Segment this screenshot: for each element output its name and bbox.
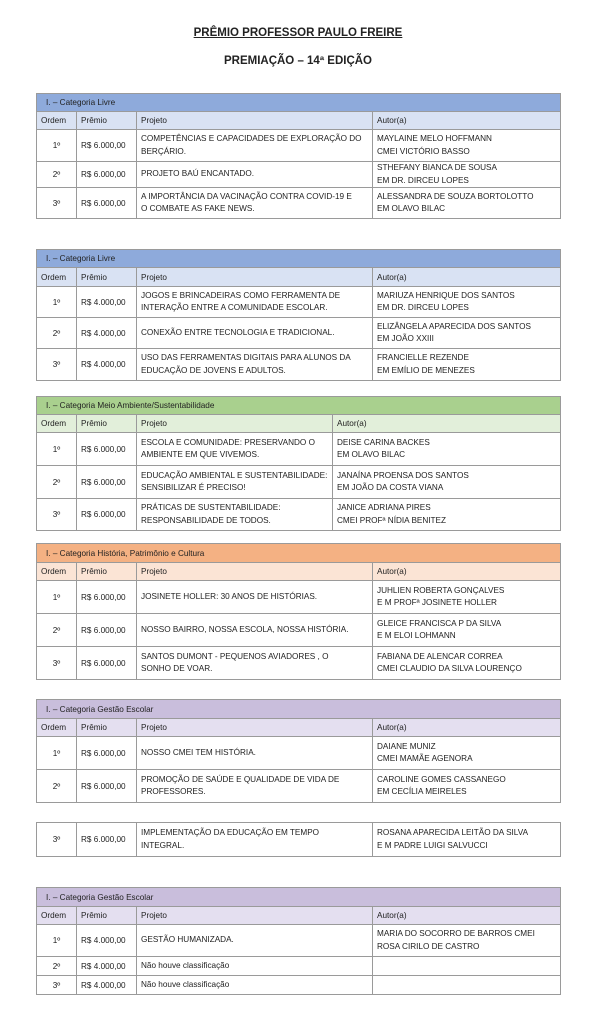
- projeto-cell: [137, 957, 373, 976]
- projeto-line: JOSINETE HOLLER: 30 ANOS DE HISTÓRIAS.: [141, 591, 318, 601]
- autor-cell: [373, 737, 561, 770]
- premio-cell: R$ 4.000,00: [77, 287, 137, 318]
- autor-cell: [333, 433, 561, 466]
- autor-line: GLEICE FRANCISCA P DA SILVA: [377, 618, 502, 628]
- autor-cell: [373, 349, 561, 381]
- projeto-line: PROMOÇÃO DE SAÚDE E QUALIDADE DE VIDA DE: [141, 774, 340, 784]
- column-header-projeto: Projeto: [137, 112, 373, 130]
- projeto-cell: [137, 823, 373, 857]
- autor-line: EM DR. DIRCEU LOPES: [377, 303, 469, 312]
- column-header-projeto: Projeto: [137, 907, 373, 925]
- table-row: [37, 499, 561, 531]
- autor-line: ALESSANDRA DE SOUZA BORTOLOTTO: [377, 191, 534, 201]
- projeto-line: RESPONSABILIDADE DE TODOS.: [141, 515, 271, 525]
- premio-cell: R$ 6.000,00: [77, 581, 137, 614]
- premio-cell: R$ 6.000,00: [77, 770, 137, 803]
- table-row: [37, 318, 561, 349]
- projeto-cell: [137, 499, 333, 531]
- projeto-line: PROJETO BAÚ ENCANTADO.: [141, 169, 254, 179]
- projeto-cell: [137, 287, 373, 318]
- table-row: [37, 162, 561, 188]
- ordem-cell: 1º: [37, 581, 77, 614]
- table-row: [37, 287, 561, 318]
- projeto-cell: [137, 318, 373, 349]
- column-header-projeto: Projeto: [137, 563, 373, 581]
- premio-cell: R$ 4.000,00: [77, 957, 137, 976]
- projeto-line: SANTOS DUMONT - PEQUENOS AVIADORES , O: [141, 651, 329, 661]
- award-table-gestao-4000: [36, 887, 561, 995]
- projeto-cell: [137, 130, 373, 162]
- ordem-cell: 3º: [37, 647, 77, 680]
- premio-cell: R$ 6.000,00: [77, 823, 137, 857]
- autor-line: FRANCIELLE REZENDE: [377, 353, 469, 362]
- autor-cell: [333, 466, 561, 499]
- autor-cell: [373, 925, 561, 957]
- ordem-cell: 2º: [37, 770, 77, 803]
- column-header-autor: Autor(a): [373, 268, 561, 287]
- projeto-cell: [137, 466, 333, 499]
- autor-line: CMEI MAMÃE AGENORA: [377, 754, 473, 763]
- autor-line: MARIUZA HENRIQUE DOS SANTOS: [377, 290, 515, 300]
- autor-cell: [373, 130, 561, 162]
- autor-line: CMEI CLAUDIO DA SILVA LOURENÇO: [377, 664, 522, 673]
- ordem-cell: 1º: [37, 130, 77, 162]
- category-header: I. – Categoria Gestão Escolar: [37, 700, 561, 719]
- projeto-line: GESTÃO HUMANIZADA.: [141, 935, 234, 945]
- autor-line: E M PROFª JOSINETE HOLLER: [377, 598, 497, 607]
- column-header-ordem: Ordem: [37, 415, 77, 433]
- autor-line: CMEI PROFª NÍDIA BENITEZ: [337, 515, 447, 525]
- premio-cell: R$ 6.000,00: [77, 647, 137, 680]
- projeto-cell: [137, 162, 373, 188]
- ordem-cell: 1º: [37, 737, 77, 770]
- ordem-cell: 2º: [37, 466, 77, 499]
- ordem-cell: 3º: [37, 188, 77, 219]
- projeto-cell: [137, 770, 373, 803]
- column-header-projeto: Projeto: [137, 719, 373, 737]
- table-row: [37, 581, 561, 614]
- autor-line: MAYLAINE MELO HOFFMANN: [377, 134, 492, 143]
- projeto-cell: [137, 349, 373, 381]
- autor-cell: [373, 770, 561, 803]
- projeto-line: CONEXÃO ENTRE TECNOLOGIA E TRADICIONAL.: [141, 327, 335, 337]
- autor-line: EM CECÍLIA MEIRELES: [377, 787, 467, 796]
- projeto-line: IMPLEMENTAÇÃO DA EDUCAÇÃO EM TEMPO: [141, 828, 320, 837]
- category-header: I. – Categoria Meio Ambiente/Sustentabilidade: [37, 397, 561, 415]
- column-header-premio: Prêmio: [77, 415, 137, 433]
- award-table-livre-4000: [36, 249, 561, 381]
- autor-line: MARIA DO SOCORRO DE BARROS CMEI: [377, 929, 535, 938]
- ordem-cell: 2º: [37, 162, 77, 188]
- column-header-autor: Autor(a): [333, 415, 561, 433]
- column-header-ordem: Ordem: [37, 112, 77, 130]
- projeto-cell: [137, 581, 373, 614]
- premio-cell: R$ 6.000,00: [77, 130, 137, 162]
- page-title: PRÊMIO PROFESSOR PAULO FREIRE: [193, 27, 403, 39]
- premio-cell: R$ 4.000,00: [77, 349, 137, 381]
- autor-line: E M ELOI LOHMANN: [377, 631, 456, 640]
- autor-cell: [333, 499, 561, 531]
- autor-line: E M PADRE LUIGI SALVUCCI: [377, 840, 488, 850]
- premio-cell: R$ 6.000,00: [77, 433, 137, 466]
- column-header-projeto: Projeto: [137, 415, 333, 433]
- table-row: [37, 737, 561, 770]
- autor-cell: [373, 976, 561, 995]
- projeto-line: SENSIBILIZAR É PRECISO!: [141, 483, 246, 492]
- ordem-cell: 3º: [37, 823, 77, 857]
- ordem-cell: 3º: [37, 499, 77, 531]
- ordem-cell: 3º: [37, 349, 77, 381]
- table-row: [37, 770, 561, 803]
- autor-line: JUHLIEN ROBERTA GONÇALVES: [377, 585, 505, 595]
- award-table-livre-6000: [36, 93, 561, 219]
- table-row: [37, 925, 561, 957]
- ordem-cell: 2º: [37, 614, 77, 647]
- category-header: I. – Categoria Gestão Escolar: [37, 888, 561, 907]
- table-row: [37, 647, 561, 680]
- autor-cell: [373, 823, 561, 857]
- autor-line: EM DR. DIRCEU LOPES: [377, 175, 469, 185]
- premio-cell: R$ 6.000,00: [77, 466, 137, 499]
- table-row: [37, 614, 561, 647]
- award-table-meio-ambiente: [36, 396, 561, 531]
- column-header-premio: Prêmio: [77, 907, 137, 925]
- category-header: I. – Categoria Livre: [37, 250, 561, 268]
- table-row: [37, 466, 561, 499]
- premio-cell: R$ 6.000,00: [77, 614, 137, 647]
- autor-line: JANICE ADRIANA PIRES: [337, 503, 431, 512]
- award-table-gestao-6000-continued: [36, 822, 561, 857]
- autor-line: STHEFANY BIANCA DE SOUSA: [377, 163, 497, 172]
- projeto-line: SONHO DE VOAR.: [141, 664, 213, 673]
- award-table-gestao-6000: [36, 699, 561, 803]
- table-row: [37, 130, 561, 162]
- table-row: [37, 349, 561, 381]
- column-header-autor: Autor(a): [373, 719, 561, 737]
- autor-cell: [373, 188, 561, 219]
- autor-cell: [373, 287, 561, 318]
- projeto-line: NOSSO BAIRRO, NOSSA ESCOLA, NOSSA HISTÓRIA.: [141, 624, 349, 634]
- projeto-line: O COMBATE AS FAKE NEWS.: [141, 204, 255, 213]
- ordem-cell: 2º: [37, 318, 77, 349]
- autor-line: CAROLINE GOMES CASSANEGO: [377, 774, 506, 784]
- projeto-cell: [137, 614, 373, 647]
- projeto-line: INTERAÇÃO ENTRE A COMUNIDADE ESCOLAR.: [141, 303, 328, 312]
- projeto-line: USO DAS FERRAMENTAS DIGITAIS PARA ALUNOS DA: [141, 353, 351, 362]
- autor-cell: [373, 647, 561, 680]
- autor-cell: [373, 957, 561, 976]
- autor-line: DEISE CARINA BACKES: [337, 437, 430, 447]
- projeto-cell: [137, 925, 373, 957]
- premio-cell: R$ 6.000,00: [77, 499, 137, 531]
- premio-cell: R$ 4.000,00: [77, 976, 137, 995]
- autor-line: EM EMÍLIO DE MENEZES: [377, 365, 475, 375]
- projeto-cell: [137, 188, 373, 219]
- projeto-line: NOSSO CMEI TEM HISTÓRIA.: [141, 747, 256, 757]
- premio-cell: R$ 6.000,00: [77, 162, 137, 188]
- projeto-cell: [137, 647, 373, 680]
- projeto-line: EDUCAÇÃO AMBIENTAL E SUSTENTABILIDADE:: [141, 470, 328, 480]
- column-header-ordem: Ordem: [37, 563, 77, 581]
- autor-cell: [373, 614, 561, 647]
- ordem-cell: 1º: [37, 287, 77, 318]
- projeto-line: COMPETÊNCIAS E CAPACIDADES DE EXPLORAÇÃO DO: [141, 134, 362, 143]
- projeto-cell: [137, 976, 373, 995]
- column-header-ordem: Ordem: [37, 719, 77, 737]
- projeto-line: INTEGRAL.: [141, 840, 185, 850]
- autor-line: FABIANA DE ALENCAR CORREA: [377, 651, 503, 661]
- projeto-line: A IMPORTÂNCIA DA VACINAÇÃO CONTRA COVID-19 E: [141, 191, 352, 201]
- projeto-line: EDUCAÇÃO DE JOVENS E ADULTOS.: [141, 365, 286, 375]
- projeto-line: PRÁTICAS DE SUSTENTABILIDADE:: [141, 503, 281, 512]
- ordem-cell: 1º: [37, 925, 77, 957]
- column-header-autor: Autor(a): [373, 112, 561, 130]
- autor-line: EM JOÃO XXIII: [377, 334, 434, 343]
- column-header-ordem: Ordem: [37, 268, 77, 287]
- autor-line: JANAÍNA PROENSA DOS SANTOS: [337, 470, 469, 480]
- premio-cell: R$ 6.000,00: [77, 737, 137, 770]
- column-header-autor: Autor(a): [373, 563, 561, 581]
- column-header-premio: Prêmio: [77, 719, 137, 737]
- ordem-cell: 3º: [37, 976, 77, 995]
- category-header: I. – Categoria História, Patrimônio e Cultura: [37, 544, 561, 563]
- autor-cell: [373, 581, 561, 614]
- table-row: [37, 976, 561, 995]
- autor-line: CMEI VICTÓRIO BASSO: [377, 146, 470, 156]
- projeto-line: Não houve classificação: [141, 979, 230, 989]
- table-row: [37, 433, 561, 466]
- autor-line: DAIANE MUNIZ: [377, 741, 436, 751]
- projeto-cell: [137, 433, 333, 466]
- autor-line: EM OLAVO BILAC: [377, 204, 446, 213]
- projeto-line: PROFESSORES.: [141, 787, 206, 796]
- page-subtitle: PREMIAÇÃO – 14ª EDIÇÃO: [223, 55, 373, 67]
- projeto-line: ESCOLA E COMUNIDADE: PRESERVANDO O: [141, 437, 315, 447]
- projeto-cell: [137, 737, 373, 770]
- ordem-cell: 1º: [37, 433, 77, 466]
- premio-cell: R$ 6.000,00: [77, 188, 137, 219]
- autor-line: ROSA CIRILO DE CASTRO: [377, 941, 480, 951]
- autor-line: EM JOÃO DA COSTA VIANA: [337, 483, 444, 492]
- autor-line: EM OLAVO BILAC: [337, 450, 406, 459]
- table-row: [37, 957, 561, 976]
- column-header-projeto: Projeto: [137, 268, 373, 287]
- projeto-line: AMBIENTE EM QUE VIVEMOS.: [141, 450, 260, 459]
- projeto-line: Não houve classificação: [141, 960, 230, 970]
- projeto-line: JOGOS E BRINCADEIRAS COMO FERRAMENTA DE: [141, 290, 341, 300]
- award-table-historia: [36, 543, 561, 680]
- autor-cell: [373, 318, 561, 349]
- premio-cell: R$ 4.000,00: [77, 318, 137, 349]
- table-row: [37, 188, 561, 219]
- column-header-autor: Autor(a): [373, 907, 561, 925]
- table-row: [37, 823, 561, 857]
- category-header: I. – Categoria Livre: [37, 94, 561, 112]
- column-header-premio: Prêmio: [77, 563, 137, 581]
- column-header-premio: Prêmio: [77, 268, 137, 287]
- premio-cell: R$ 4.000,00: [77, 925, 137, 957]
- column-header-ordem: Ordem: [37, 907, 77, 925]
- autor-line: ROSANA APARECIDA LEITÃO DA SILVA: [377, 828, 529, 837]
- autor-cell: [373, 162, 561, 188]
- column-header-premio: Prêmio: [77, 112, 137, 130]
- ordem-cell: 2º: [37, 957, 77, 976]
- projeto-line: BERÇÁRIO.: [141, 146, 187, 156]
- autor-line: ELIZÂNGELA APARECIDA DOS SANTOS: [377, 321, 531, 331]
